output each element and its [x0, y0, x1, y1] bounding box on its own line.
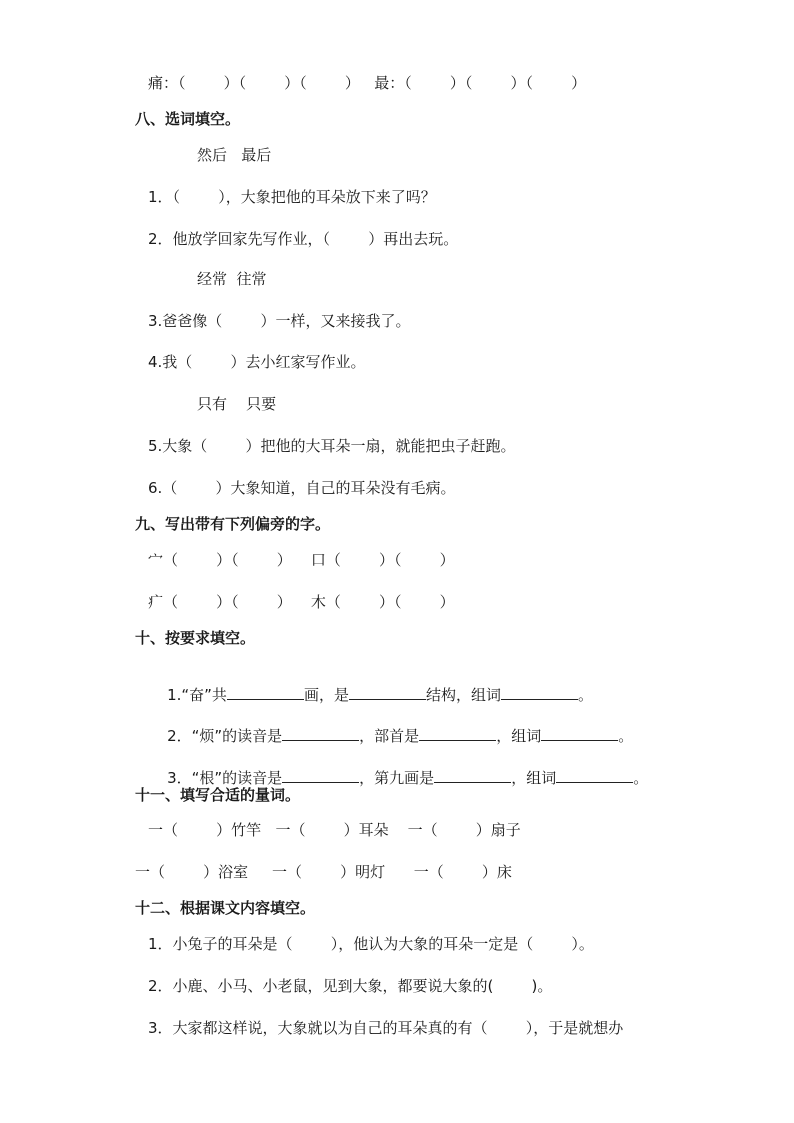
section-8-heading: 八、选词填空。 — [135, 110, 241, 128]
question-8-6: 6.（ ）大象知道，自己的耳朵没有毛病。 — [148, 479, 456, 497]
section-9-heading: 九、写出带有下列偏旁的字。 — [135, 515, 331, 533]
fill-question-2: 2．“烦”的读音是 ，部首是 ，组词 。 — [167, 727, 634, 745]
question-8-3: 3.爸爸像（ ）一样，又来接我了。 — [148, 312, 411, 330]
question-8-1: 1．（ ），大象把他的耳朵放下来了吗？ — [148, 188, 436, 206]
fill-question-1: 1.“奋”共 画，是 结构，组词 。 — [167, 686, 593, 704]
answer-blank[interactable] — [349, 685, 426, 700]
question-8-2: 2．他放学回家先写作业，（ ）再出去玩。 — [148, 230, 459, 248]
answer-blank[interactable] — [227, 685, 304, 700]
answer-blank[interactable] — [556, 768, 633, 783]
question-12-3: 3．大家都这样说，大象就以为自己的耳朵真的有（ ），于是就想办 — [148, 1019, 624, 1037]
word-choice-pair-1: 然后 最后 — [197, 146, 272, 164]
section-12-heading: 十二、根据课文内容填空。 — [135, 899, 316, 917]
measure-word-row-2: 一（ ）浴室 一（ ）明灯 一（ ）床 — [135, 863, 512, 881]
section-11-heading: 十一、填写合适的量词。 — [135, 786, 301, 804]
question-12-1: 1．小兔子的耳朵是（ ），他认为大象的耳朵一定是（ ）。 — [148, 935, 594, 953]
answer-blank[interactable] — [501, 685, 578, 700]
char-extension-line: 痛：（ ）（ ）（ ） 最：（ ）（ ）（ ） — [148, 74, 587, 92]
word-choice-pair-2: 经常 往常 — [197, 270, 267, 288]
question-8-5: 5.大象（ ）把他的大耳朵一扇，就能把虫子赶跑。 — [148, 437, 516, 455]
answer-blank[interactable] — [282, 768, 359, 783]
answer-blank[interactable] — [541, 726, 618, 741]
answer-blank[interactable] — [419, 726, 496, 741]
radical-row-1: 宀（ ）（ ） 口（ ）（ ） — [148, 551, 455, 569]
measure-word-row-1: 一（ ）竹竿 一（ ）耳朵 一（ ）扇子 — [148, 821, 521, 839]
section-10-heading: 十、按要求填空。 — [135, 629, 256, 647]
question-8-4: 4.我（ ）去小红家写作业。 — [148, 353, 366, 371]
radical-row-2: 疒（ ）（ ） 木（ ）（ ） — [148, 593, 455, 611]
word-choice-pair-3: 只有 只要 — [197, 395, 277, 413]
answer-blank[interactable] — [282, 726, 359, 741]
answer-blank[interactable] — [434, 768, 511, 783]
fill-question-3: 3．“根”的读音是 ，第九画是 ，组词 。 — [167, 769, 649, 787]
question-12-2: 2．小鹿、小马、小老鼠，见到大象，都要说大象的( )。 — [148, 977, 553, 995]
